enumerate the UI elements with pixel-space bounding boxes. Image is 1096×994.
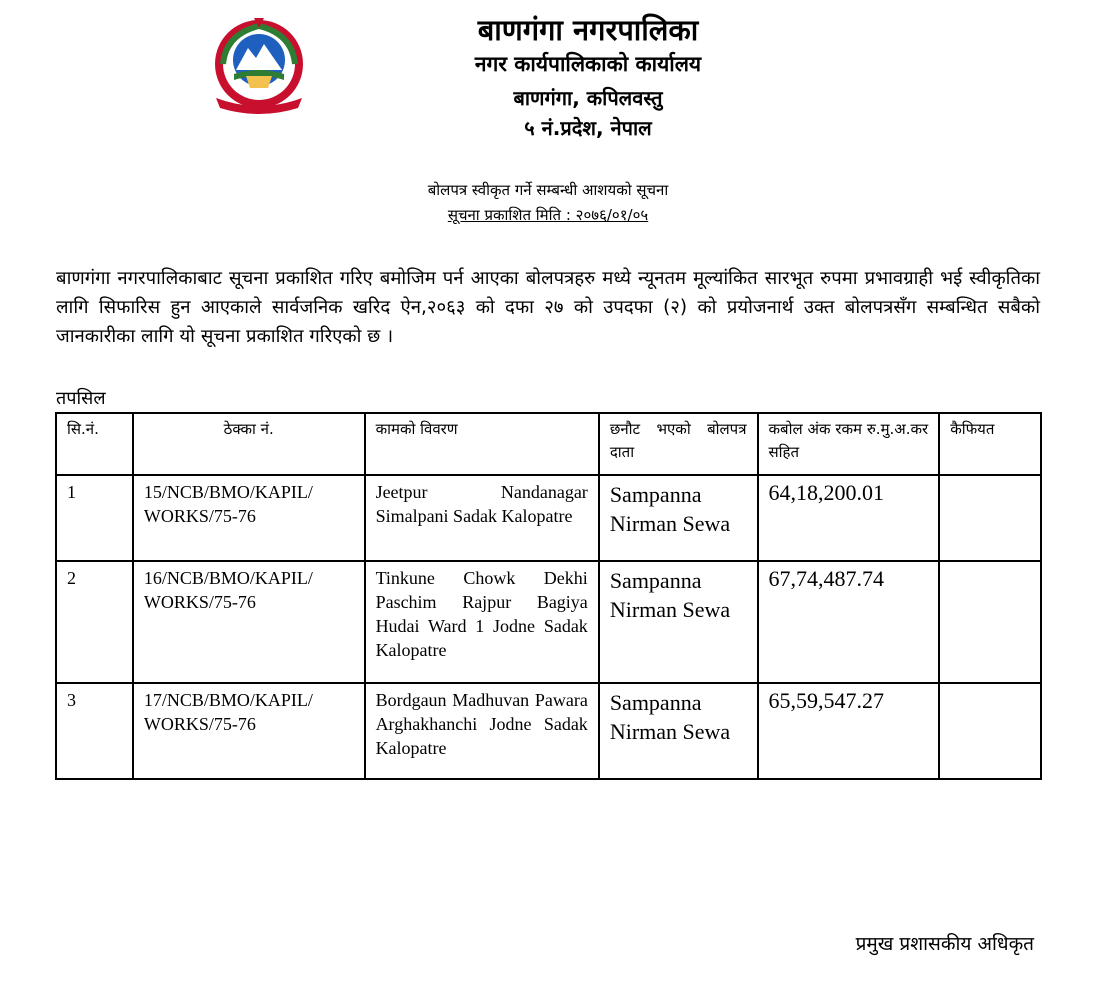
- table-header-row: [56, 413, 1041, 475]
- cell-remarks: [939, 475, 1041, 561]
- cell-contract-no: 15/NCB/BMO/KAPIL/ WORKS/75-76: [133, 475, 365, 561]
- published-date-line: [0, 205, 1096, 225]
- cell-amount: 64,18,200.01: [758, 475, 940, 561]
- cell-contract-no: 17/NCB/BMO/KAPIL/ WORKS/75-76: [133, 683, 365, 779]
- cell-work-desc: Bordgaun Madhuvan Pawara Arghakhanchi Jodne Sadak Kalopatre: [365, 683, 599, 779]
- cell-work-desc: Jeetpur Nandanagar Simalpani Sadak Kalopatre: [365, 475, 599, 561]
- schedule-label: तपसिल: [56, 388, 106, 409]
- cell-sn: 1: [56, 475, 133, 561]
- header-bidder: छनौट भएको बोलपत्र दाता: [599, 413, 758, 475]
- header-amount: कबोल अंक रकम रु.मु.अ.कर सहित: [758, 413, 940, 475]
- table-row: [56, 475, 1041, 561]
- published-date: सूचना प्रकाशित मिति : २०७६/०१/०५: [447, 206, 649, 224]
- cell-bidder: Sampanna Nirman Sewa: [599, 475, 758, 561]
- cell-bidder: Sampanna Nirman Sewa: [599, 561, 758, 683]
- header-sn: सि.नं.: [56, 413, 133, 475]
- header-work-desc: कामको विवरण: [365, 413, 599, 475]
- cell-amount: 65,59,547.27: [758, 683, 940, 779]
- cell-sn: 2: [56, 561, 133, 683]
- header-remarks: कैफियत: [939, 413, 1041, 475]
- office-name: नगर कार्यपालिकाको कार्यालय: [474, 52, 702, 76]
- table-row: [56, 561, 1041, 683]
- signature-title: प्रमुख प्रशासकीय अधिकृत: [855, 933, 1034, 955]
- office-address: बाणगंगा, कपिलवस्तु: [513, 86, 663, 110]
- notice-subject: बोलपत्र स्वीकृत गर्ने सम्बन्धी आशयको सूचना: [427, 181, 669, 199]
- notice-body: बाणगंगा नगरपालिकाबाट सूचना प्रकाशित गरिए बमोजिम पर्न आएका बोलपत्रहरु मध्ये न्यूनतम मूल्यांकित सारभूत रुपमा प्रभावग्राही भई स्वीकृतिका लागि सिफारिस हुन आएकाले सार्वजनिक खरिद ऐन,२०६३ को दफा २७ को उपदफा (२) को प्रयोजनार्थ उक्त बोलपत्रसँग सम्बन्धित सबैको जानकारीका लागि यो सूचना प्रकाशित गरिएको छ ।: [56, 268, 1040, 347]
- cell-work-desc: Tinkune Chowk Dekhi Paschim Rajpur Bagiya Hudai Ward 1 Jodne Sadak Kalopatre: [365, 561, 599, 683]
- table-row: [56, 683, 1041, 779]
- cell-contract-no: 16/NCB/BMO/KAPIL/ WORKS/75-76: [133, 561, 365, 683]
- cell-sn: 3: [56, 683, 133, 779]
- province-line: ५ नं.प्रदेश, नेपाल: [524, 116, 652, 140]
- cell-remarks: [939, 683, 1041, 779]
- bids-table: [55, 412, 1042, 780]
- header-contract-no: ठेक्का नं.: [133, 413, 365, 475]
- cell-remarks: [939, 561, 1041, 683]
- cell-bidder: Sampanna Nirman Sewa: [599, 683, 758, 779]
- cell-amount: 67,74,487.74: [758, 561, 940, 683]
- municipality-name: बाणगंगा नगरपालिका: [477, 13, 699, 47]
